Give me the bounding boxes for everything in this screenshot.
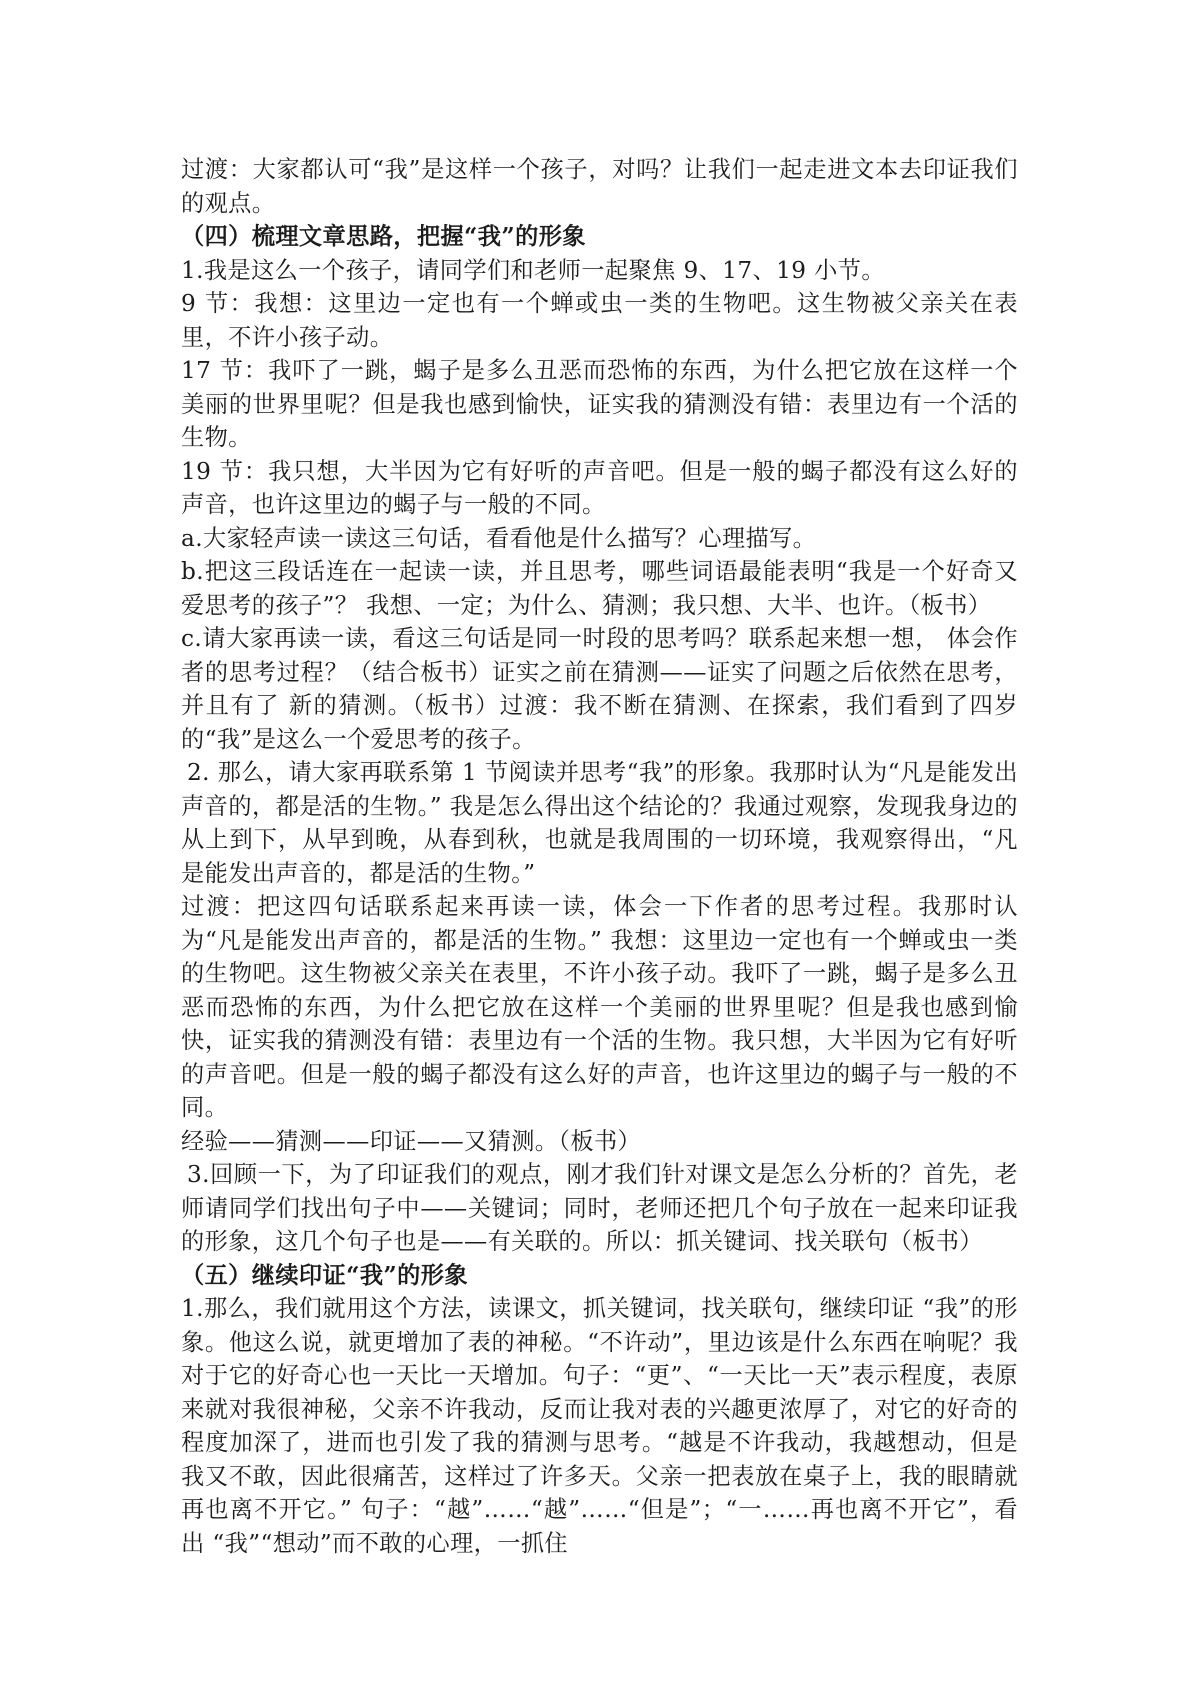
paragraph-section-19: 19 节：我只想，大半因为它有好听的声音吧。但是一般的蝎子都没有这么好的声音，也许这里边的蝎子与一般的不同。 (181, 457, 1018, 518)
document-page (181, 153, 1018, 1560)
paragraph-item-a: a.大家轻声读一读这三句话，看看他是什么描写？心理描写。 (181, 524, 817, 552)
paragraph-section5-point-1: 1.那么，我们就用这个方法，读课文，抓关键词，找关联句，继续印证 “我”的形象。他这么说，就更增加了表的神秘。“不许动”，里边该是什么东西在响呢？我对于它的好奇心也一天比一天增加。句子：“更”、“一天比一天”表示程度，表原来就对我很神秘，父亲不许我动，反而让我对表的兴趣更浓厚了，对它的好奇的程度加深了，进而也引发了我的猜测与思考。“越是不许我动，我越想动，但是我又不敢，因此很痛苦，这样过了许多天。父亲一把表放在桌子上，我的眼睛就再也离不开它。” 句子：“越”……“越”……“但是”；“一……再也离不开它”，看出 “我”“想动”而不敢的心理，一抓住 (181, 1295, 1018, 1557)
paragraph-transition-2: 过渡：把这四句话联系起来再读一读，体会一下作者的思考过程。我那时认为“凡是能发出声音的，都是活的生物。” 我想：这里边一定也有一个蝉或虫一类的生物吧。这生物被父亲关在表里，不许小孩子动。我吓了一跳，蝎子是多么丑恶而恐怖的东西，为什么把它放在这样一个美丽的世界里呢？但是我也感到愉快，证实我的猜测没有错：表里边有一个活的生物。我只想，大半因为它有好听的声音吧。但是一般的蝎子都没有这么好的声音，也许这里边的蝎子与一般的不同。 (181, 893, 1018, 1121)
paragraph-item-b: b.把这三段话连在一起读一读，并且思考，哪些词语最能表明“我是一个好奇又爱思考的孩子”？ 我想、一定；为什么、猜测；我只想、大半、也许。（板书） (181, 558, 1018, 619)
section-heading-4: （四）梳理文章思路，把握“我”的形象 (181, 223, 586, 250)
paragraph-section-17: 17 节：我吓了一跳，蝎子是多么丑恶而恐怖的东西，为什么把它放在这样一个美丽的世界里呢？但是我也感到愉快，证实我的猜测没有错：表里边有一个活的生物。 (181, 357, 1018, 451)
paragraph-point-2: 2. 那么，请大家再联系第 1 节阅读并思考“我”的形象。我那时认为“凡是能发出声音的，都是活的生物。” 我是怎么得出这个结论的？我通过观察，发现我身边的从上到下，从早到晚，从春到秋，也就是我周围的一切环境，我观察得出，“凡是能发出声音的，都是活的生物。” (181, 759, 1018, 887)
paragraph-point-3: 3.回顾一下，为了印证我们的观点，刚才我们针对课文是怎么分析的？首先，老师请同学们找出句子中——关键词；同时，老师还把几个句子放在一起来印证我的形象，这几个句子也是——有关联的。所以：抓关键词、找关联句（板书） (181, 1161, 1018, 1255)
section-heading-5: （五）继续印证“我”的形象 (181, 1261, 468, 1289)
paragraph-board-note: 经验——猜测——印证——又猜测。（板书） (181, 1127, 642, 1155)
paragraph-transition-1: 过渡：大家都认可“我”是这样一个孩子，对吗？让我们一起走进文本去印证我们的观点。 (181, 156, 1018, 217)
paragraph-point-1: 1.我是这么一个孩子，请同学们和老师一起聚焦 9、17、19 小节。 (181, 256, 885, 284)
paragraph-item-c: c.请大家再读一读，看这三句话是同一时段的思考吗？联系起来想一想， 体会作者的思考过程？（结合板书）证实之前在猜测——证实了问题之后依然在思考，并且有了 新的猜测。（板书）过渡：我不断在猜测、在探索，我们看到了四岁的“我”是这么一个爱思考的孩子。 (181, 625, 1018, 753)
paragraph-section-9: 9 节：我想：这里边一定也有一个蝉或虫一类的生物吧。这生物被父亲关在表里，不许小孩子动。 (181, 290, 1018, 351)
